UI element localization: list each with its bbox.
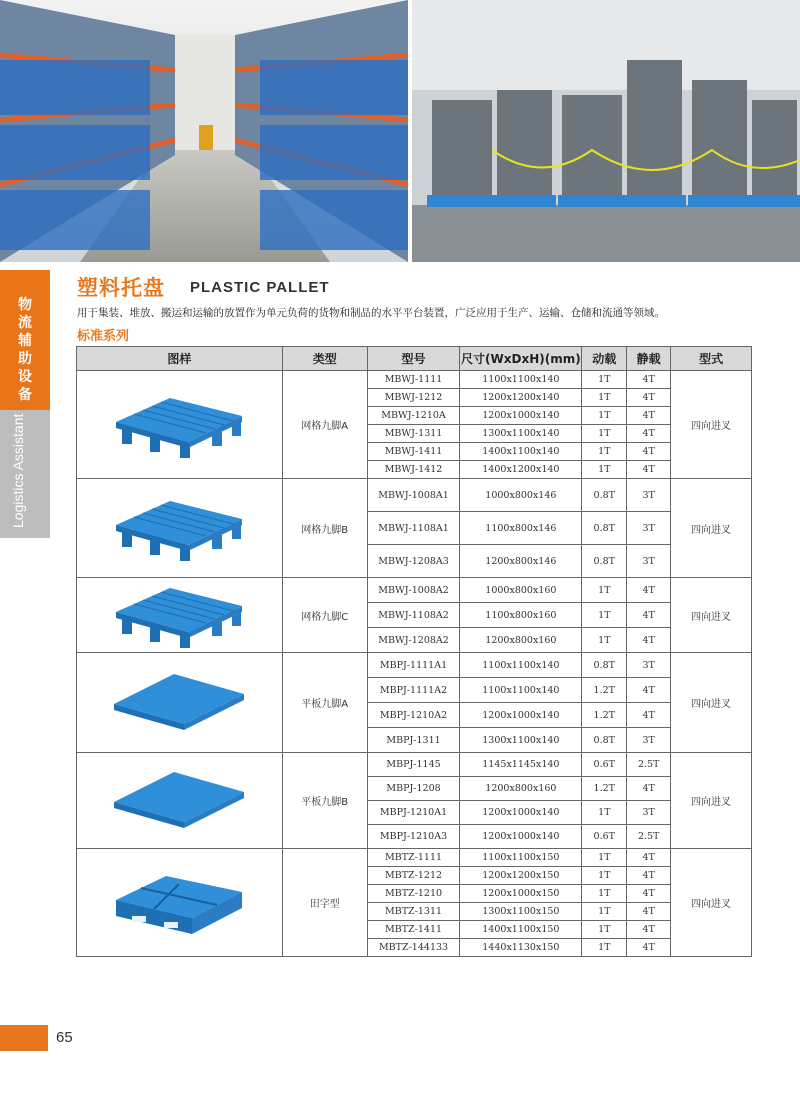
size-cell: 1000x800x160: [460, 578, 582, 603]
table-row: [77, 753, 752, 777]
static-load-cell: 4T: [627, 443, 671, 461]
static-load-cell: 4T: [627, 939, 671, 957]
side-tab-english: [0, 410, 50, 538]
dynamic-load-cell: 0.8T: [582, 512, 627, 545]
size-cell: 1200x1000x140: [460, 407, 582, 425]
dynamic-load-cell: 1T: [582, 461, 627, 479]
dynamic-load-cell: 1T: [582, 801, 627, 825]
size-cell: 1100x1100x140: [460, 678, 582, 703]
table-row: [77, 479, 752, 512]
dynamic-load-cell: 0.8T: [582, 479, 627, 512]
size-cell: 1300x1100x140: [460, 728, 582, 753]
size-cell: 1400x1100x140: [460, 443, 582, 461]
model-cell: MBTZ-1411: [367, 921, 460, 939]
static-load-cell: 4T: [627, 777, 671, 801]
spec-table: [76, 346, 752, 957]
header-static-load: 静载: [627, 347, 671, 371]
fork-entry-cell: 四向进叉: [671, 479, 752, 578]
dynamic-load-cell: 1T: [582, 628, 627, 653]
dynamic-load-cell: 1T: [582, 939, 627, 957]
model-cell: MBPJ-1111A1: [367, 653, 460, 678]
model-cell: MBWJ-1311: [367, 425, 460, 443]
static-load-cell: 4T: [627, 628, 671, 653]
static-load-cell: 3T: [627, 801, 671, 825]
size-cell: 1440x1130x150: [460, 939, 582, 957]
model-cell: MBWJ-1212: [367, 389, 460, 407]
size-cell: 1100x800x160: [460, 603, 582, 628]
series-subtitle: 标准系列: [77, 329, 130, 344]
static-load-cell: 4T: [627, 425, 671, 443]
header-dynamic-load: 动载: [582, 347, 627, 371]
model-cell: MBWJ-1412: [367, 461, 460, 479]
pallet-type-cell: 平板九脚B: [282, 753, 367, 849]
dynamic-load-cell: 1.2T: [582, 703, 627, 728]
dynamic-load-cell: 1T: [582, 903, 627, 921]
size-cell: 1300x1100x150: [460, 903, 582, 921]
model-cell: MBWJ-1108A1: [367, 512, 460, 545]
table-row: [77, 371, 752, 389]
pallet-storage-photo: [412, 0, 800, 262]
static-load-cell: 4T: [627, 389, 671, 407]
size-cell: 1200x800x146: [460, 545, 582, 578]
size-cell: 1400x1200x140: [460, 461, 582, 479]
model-cell: MBTZ-1210: [367, 885, 460, 903]
page-title-en: PLASTIC PALLET: [190, 279, 330, 296]
static-load-cell: 4T: [627, 578, 671, 603]
pallet-type-cell: 网格九脚A: [282, 371, 367, 479]
fork-entry-cell: 四向进叉: [671, 578, 752, 653]
pallet-type-cell: 平板九脚A: [282, 653, 367, 753]
side-tab-cn-label: 物流辅助设备: [18, 297, 32, 403]
table-row: [77, 578, 752, 603]
grid-pallet-icon: [77, 371, 283, 479]
static-load-cell: 3T: [627, 545, 671, 578]
table-row: [77, 653, 752, 678]
model-cell: MBTZ-1111: [367, 849, 460, 867]
header-fork-entry: 型式: [671, 347, 752, 371]
model-cell: MBPJ-1111A2: [367, 678, 460, 703]
grid-pallet-icon: [77, 578, 283, 653]
model-cell: MBWJ-1208A2: [367, 628, 460, 653]
flat-pallet-icon: [77, 753, 283, 849]
model-cell: MBTZ-144133: [367, 939, 460, 957]
size-cell: 1100x1100x150: [460, 849, 582, 867]
dynamic-load-cell: 0.8T: [582, 545, 627, 578]
table-body: [77, 371, 752, 957]
product-description: 用于集装、堆放、搬运和运输的放置作为单元负荷的货物和制品的水平平台装置，广泛应用于生产、运输、仓储和流通等领域。: [77, 307, 665, 319]
size-cell: 1200x1200x140: [460, 389, 582, 407]
table-row: [77, 849, 752, 867]
warehouse-racks-photo: [0, 0, 408, 262]
static-load-cell: 4T: [627, 678, 671, 703]
static-load-cell: 2.5T: [627, 825, 671, 849]
model-cell: MBTZ-1311: [367, 903, 460, 921]
model-cell: MBPJ-1208: [367, 777, 460, 801]
dynamic-load-cell: 1T: [582, 603, 627, 628]
size-cell: 1400x1100x150: [460, 921, 582, 939]
model-cell: MBWJ-1210A: [367, 407, 460, 425]
static-load-cell: 4T: [627, 371, 671, 389]
size-cell: 1200x1000x150: [460, 885, 582, 903]
dynamic-load-cell: 1T: [582, 407, 627, 425]
dynamic-load-cell: 0.6T: [582, 753, 627, 777]
size-cell: 1200x1000x140: [460, 825, 582, 849]
size-cell: 1200x800x160: [460, 777, 582, 801]
model-cell: MBPJ-1210A1: [367, 801, 460, 825]
fork-entry-cell: 四向进叉: [671, 753, 752, 849]
header-type: 类型: [282, 347, 367, 371]
model-cell: MBWJ-1008A2: [367, 578, 460, 603]
static-load-cell: 3T: [627, 728, 671, 753]
model-cell: MBPJ-1145: [367, 753, 460, 777]
dynamic-load-cell: 1T: [582, 371, 627, 389]
dynamic-load-cell: 1T: [582, 389, 627, 407]
dynamic-load-cell: 0.6T: [582, 825, 627, 849]
static-load-cell: 4T: [627, 921, 671, 939]
size-cell: 1100x1100x140: [460, 653, 582, 678]
static-load-cell: 2.5T: [627, 753, 671, 777]
size-cell: 1200x1200x150: [460, 867, 582, 885]
static-load-cell: 4T: [627, 407, 671, 425]
fork-entry-cell: 四向进叉: [671, 849, 752, 957]
pallet-type-cell: 网格九脚C: [282, 578, 367, 653]
dynamic-load-cell: 1T: [582, 578, 627, 603]
dynamic-load-cell: 1T: [582, 867, 627, 885]
model-cell: MBPJ-1210A2: [367, 703, 460, 728]
page-title-cn: 塑料托盘: [77, 276, 165, 300]
static-load-cell: 3T: [627, 653, 671, 678]
dynamic-load-cell: 1T: [582, 443, 627, 461]
size-cell: 1200x1000x140: [460, 703, 582, 728]
model-cell: MBTZ-1212: [367, 867, 460, 885]
table-header-row: [77, 347, 752, 371]
pallet-type-cell: 网格九脚B: [282, 479, 367, 578]
page-number: 65: [56, 1029, 73, 1046]
size-cell: 1200x1000x140: [460, 801, 582, 825]
model-cell: MBPJ-1210A3: [367, 825, 460, 849]
static-load-cell: 4T: [627, 903, 671, 921]
model-cell: MBWJ-1208A3: [367, 545, 460, 578]
grid-pallet-icon: [77, 479, 283, 578]
static-load-cell: 4T: [627, 849, 671, 867]
dynamic-load-cell: 1.2T: [582, 678, 627, 703]
header-model: 型号: [367, 347, 460, 371]
dynamic-load-cell: 1T: [582, 921, 627, 939]
size-cell: 1100x800x146: [460, 512, 582, 545]
dynamic-load-cell: 1T: [582, 849, 627, 867]
size-cell: 1000x800x146: [460, 479, 582, 512]
model-cell: MBWJ-1111: [367, 371, 460, 389]
dynamic-load-cell: 0.8T: [582, 653, 627, 678]
model-cell: MBWJ-1108A2: [367, 603, 460, 628]
header-size: 尺寸(WxDxH)(mm): [460, 347, 582, 371]
static-load-cell: 4T: [627, 867, 671, 885]
model-cell: MBPJ-1311: [367, 728, 460, 753]
static-load-cell: 4T: [627, 885, 671, 903]
model-cell: MBWJ-1411: [367, 443, 460, 461]
side-tab-category: [0, 270, 50, 410]
fork-entry-cell: 四向进叉: [671, 371, 752, 479]
flat-pallet-icon: [77, 653, 283, 753]
static-load-cell: 4T: [627, 703, 671, 728]
dynamic-load-cell: 1T: [582, 425, 627, 443]
static-load-cell: 4T: [627, 603, 671, 628]
size-cell: 1300x1100x140: [460, 425, 582, 443]
static-load-cell: 4T: [627, 461, 671, 479]
tian-pallet-icon: [77, 849, 283, 957]
size-cell: 1100x1100x140: [460, 371, 582, 389]
size-cell: 1145x1145x140: [460, 753, 582, 777]
pallet-type-cell: 田字型: [282, 849, 367, 957]
size-cell: 1200x800x160: [460, 628, 582, 653]
static-load-cell: 3T: [627, 479, 671, 512]
model-cell: MBWJ-1008A1: [367, 479, 460, 512]
static-load-cell: 3T: [627, 512, 671, 545]
header-image: 图样: [77, 347, 283, 371]
fork-entry-cell: 四向进叉: [671, 653, 752, 753]
side-tab-en-label: Logistics Assistant: [10, 413, 26, 528]
dynamic-load-cell: 0.8T: [582, 728, 627, 753]
page-number-bar: [0, 1025, 48, 1051]
dynamic-load-cell: 1.2T: [582, 777, 627, 801]
dynamic-load-cell: 1T: [582, 885, 627, 903]
